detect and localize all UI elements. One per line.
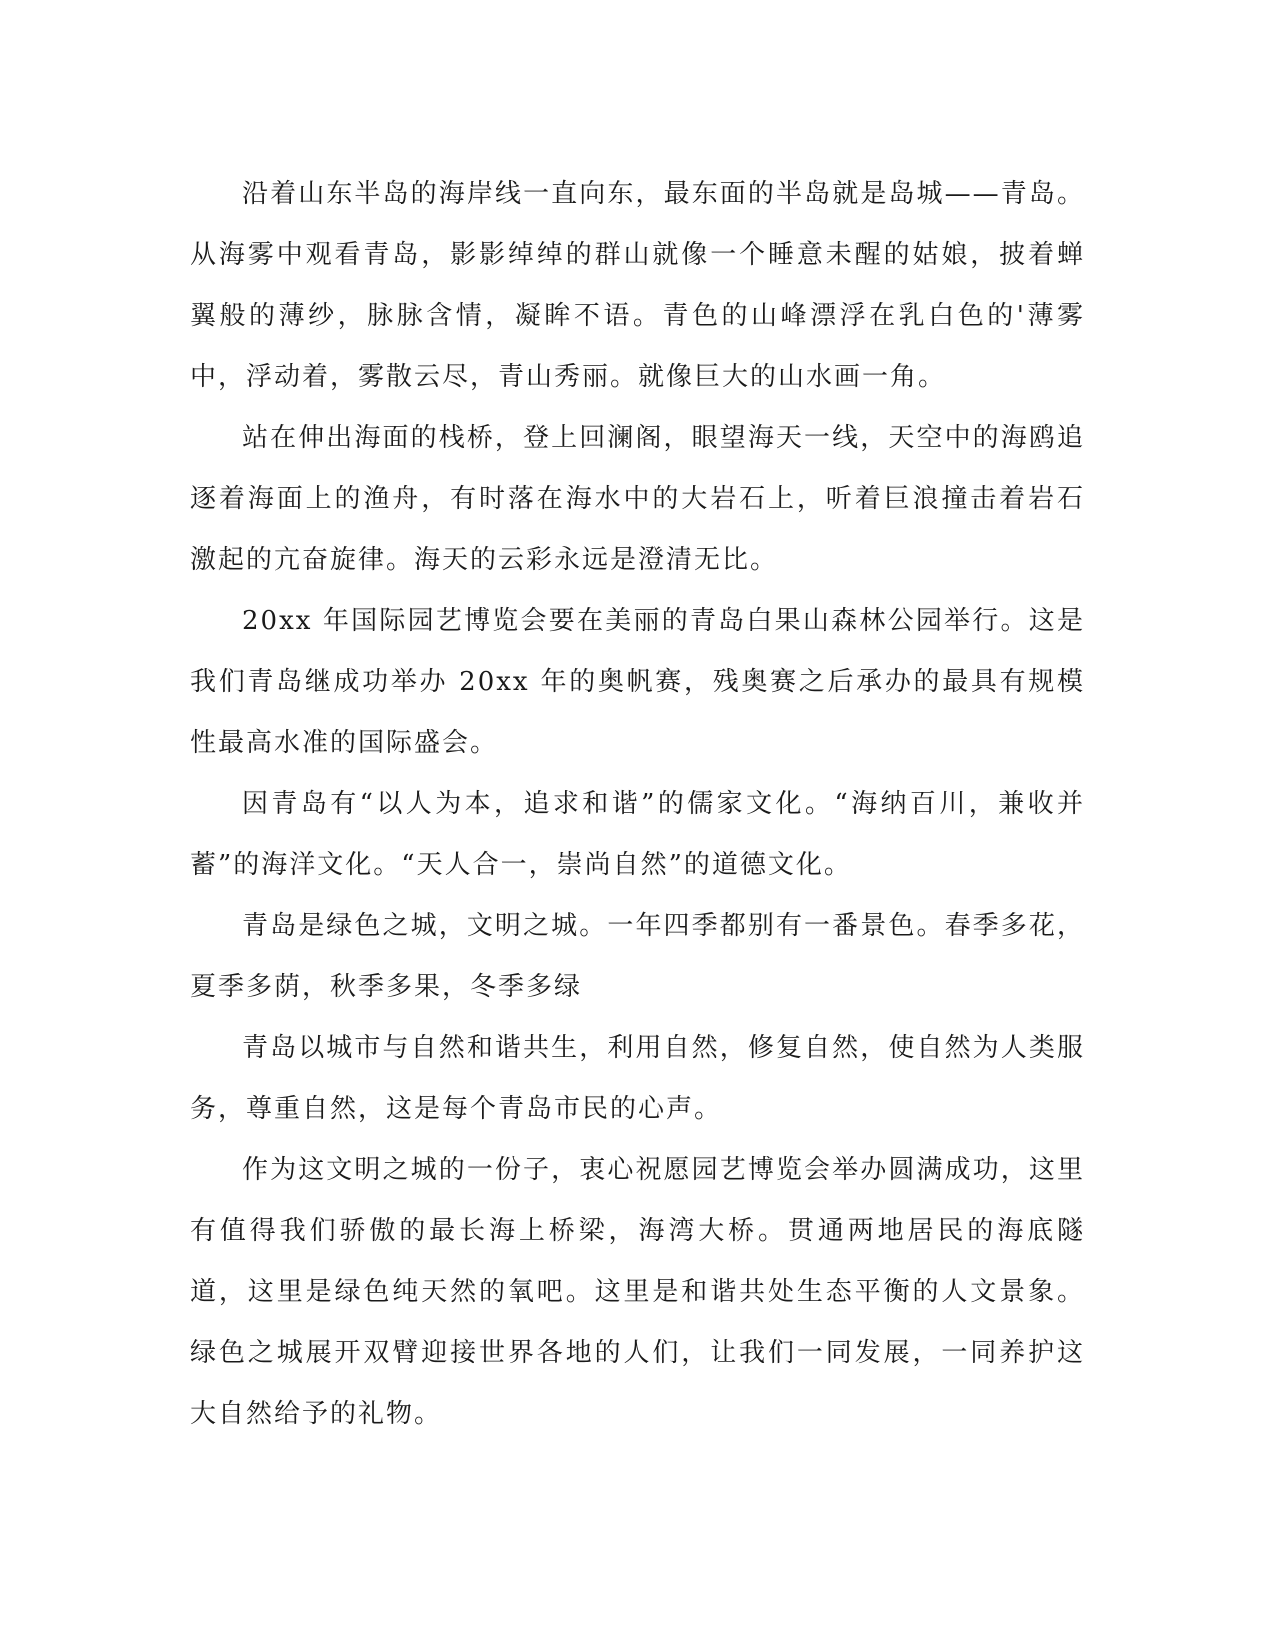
paragraph-1: 沿着山东半岛的海岸线一直向东，最东面的半岛就是岛城——青岛。从海雾中观看青岛，影影绰绰的群山就像一个睡意未醒的姑娘，披着蝉翼般的薄纱，脉脉含情，凝眸不语。青色的山峰漂浮在乳白色的'薄雾中，浮动着，雾散云尽，青山秀丽。就像巨大的山水画一角。 [190, 179, 1085, 392]
document-body [190, 164, 1085, 1445]
paragraph-2: 站在伸出海面的栈桥，登上回澜阁，眼望海天一线，天空中的海鸥追逐着海面上的渔舟，有时落在海水中的大岩石上，听着巨浪撞击着岩石激起的亢奋旋律。海天的云彩永远是澄清无比。 [190, 423, 1085, 575]
paragraph-6: 青岛以城市与自然和谐共生，利用自然，修复自然，使自然为人类服务，尊重自然，这是每个青岛市民的心声。 [190, 1033, 1085, 1124]
paragraph-7: 作为这文明之城的一份子，衷心祝愿园艺博览会举办圆满成功，这里有值得我们骄傲的最长海上桥梁，海湾大桥。贯通两地居民的海底隧道，这里是绿色纯天然的氧吧。这里是和谐共处生态平衡的人文景象。绿色之城展开双臂迎接世界各地的人们，让我们一同发展，一同养护这大自然给予的礼物。 [190, 1155, 1085, 1429]
paragraph-4: 因青岛有“以人为本，追求和谐”的儒家文化。“海纳百川，兼收并蓄”的海洋文化。“天人合一，崇尚自然”的道德文化。 [190, 789, 1085, 880]
paragraph-3: 20xx 年国际园艺博览会要在美丽的青岛白果山森林公园举行。这是我们青岛继成功举办 20xx 年的奥帆赛，残奥赛之后承办的最具有规模性最高水准的国际盛会。 [190, 606, 1085, 758]
paragraph-5: 青岛是绿色之城，文明之城。一年四季都别有一番景色。春季多花，夏季多荫，秋季多果，冬季多绿 [190, 911, 1085, 1002]
